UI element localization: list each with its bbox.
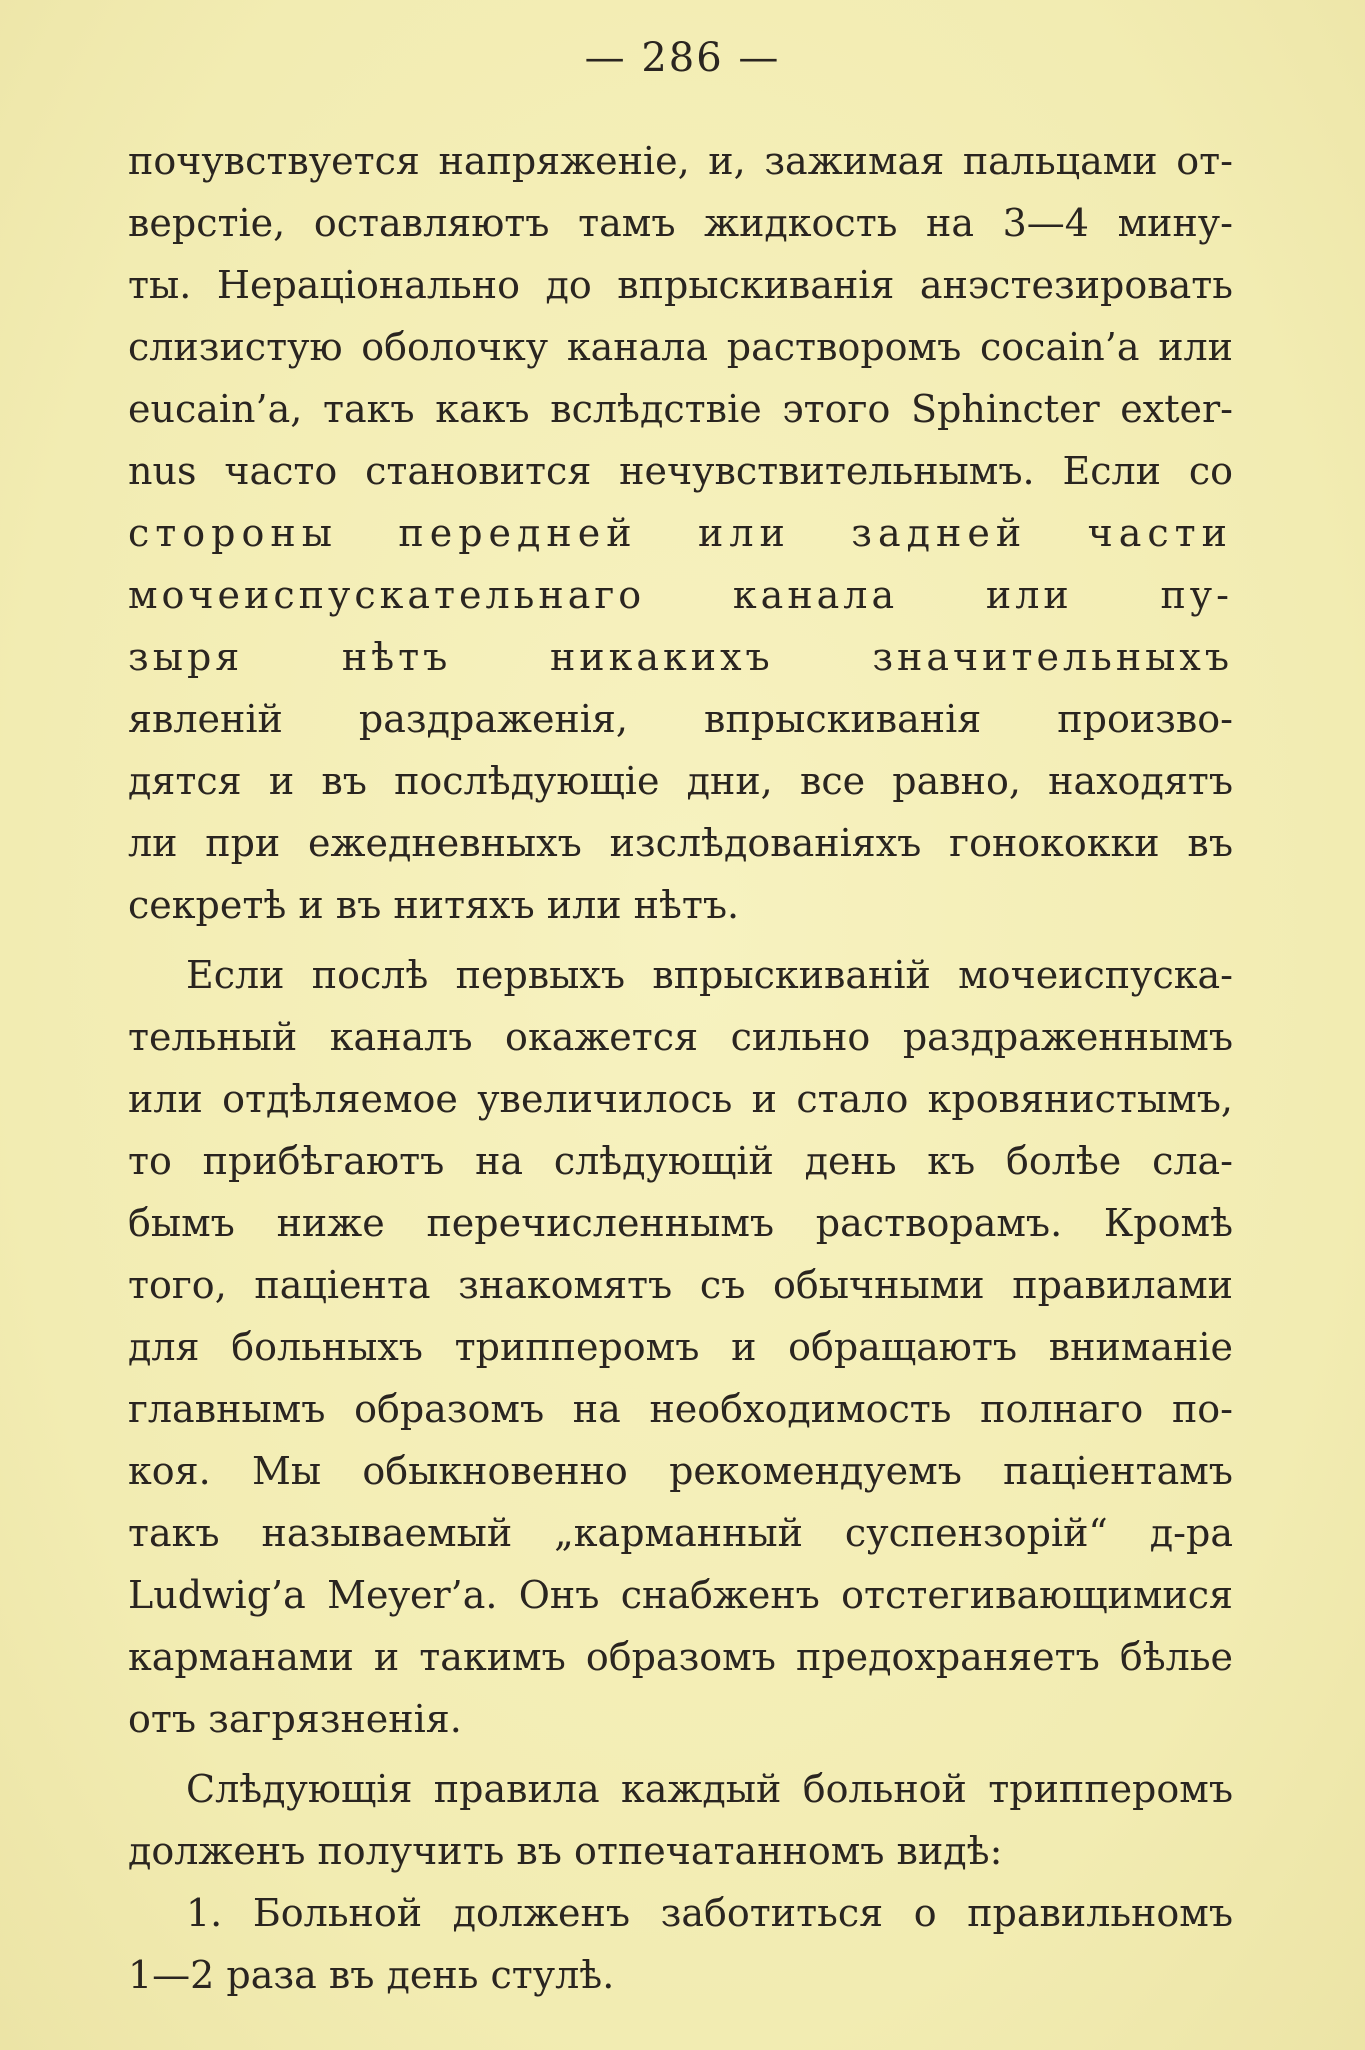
text-line: тельный каналъ окажется сильно раздраженнымъ [128,1015,1233,1059]
text-line: зыря нѣтъ никакихъ значительныхъ [128,635,1233,679]
text-line: карманами и такимъ образомъ предохраняетъ бѣлье [128,1635,1233,1679]
text-line: или отдѣляемое увеличилось и стало кровянистымъ, [128,1077,1233,1121]
text-line: явленій раздраженія, впрыскиванія произво- [128,697,1233,741]
text-line: eucain’a, такъ какъ вслѣдствіе этого Sphincter exter- [128,387,1233,431]
text-line: секретѣ и въ нитяхъ или нѣтъ. [128,883,740,927]
text-line: Если послѣ первыхъ впрыскиваній мочеиспуска- [186,953,1233,997]
text-line: 1—2 раза въ день стулѣ. [128,1953,615,1997]
text-line: того, паціента знакомятъ съ обычными правилами [128,1263,1233,1307]
text-line: ты. Нераціонально до впрыскиванія анэстезировать [128,263,1233,307]
text-line: долженъ получить въ отпечатанномъ видѣ: [128,1829,1003,1873]
text-line: коя. Мы обыкновенно рекомендуемъ паціентамъ [128,1449,1233,1493]
text-line: дятся и въ послѣдующіе дни, все равно, находятъ [128,759,1233,803]
text-line: мочеиспускательнаго канала или пу- [128,573,1233,617]
text-line: отъ загрязненія. [128,1697,462,1741]
text-line: 1. Больной долженъ заботиться о правильномъ [186,1891,1233,1935]
body-text [128,130,1233,2006]
text-line: бымъ ниже перечисленнымъ растворамъ. Кромѣ [128,1201,1233,1245]
text-line: nus часто становится нечувствительнымъ. Если со [128,449,1233,493]
text-line: то прибѣгаютъ на слѣдующій день къ болѣе сла- [128,1139,1233,1183]
text-line: верстіе, оставляютъ тамъ жидкость на 3—4 мину- [128,201,1233,245]
text-line: Ludwig’a Meyer’a. Онъ снабженъ отстегивающимися [128,1573,1233,1617]
text-line: стороны передней или задней части [128,511,1233,555]
text-line: почувствуется напряженіе, и, зажимая пальцами от- [128,139,1233,183]
text-line: главнымъ образомъ на необходимость полнаго по- [128,1387,1233,1431]
page-number: — 286 — [584,35,781,81]
text-line: для больныхъ трипперомъ и обращаютъ вниманіе [128,1325,1233,1369]
text-line: слизистую оболочку канала растворомъ cocain’a или [128,325,1233,369]
text-line: такъ называемый „карманный суспензорій“ д-ра [128,1511,1233,1555]
text-line: ли при ежедневныхъ изслѣдованіяхъ гонококки въ [128,821,1233,865]
text-line: Слѣдующія правила каждый больной трипперомъ [186,1767,1233,1811]
